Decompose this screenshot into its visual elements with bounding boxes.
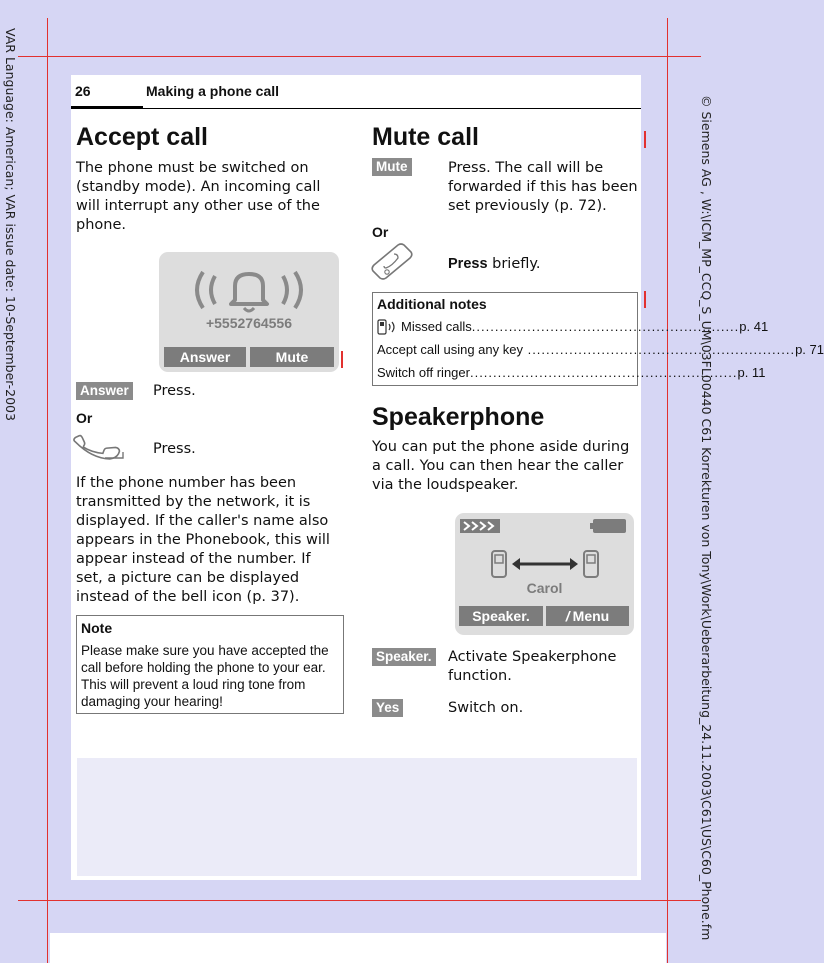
- note-link-missed-calls[interactable]: [377, 319, 769, 335]
- speaker-softkey[interactable]: Speaker.: [459, 606, 543, 626]
- right-margin-label: © Siemens AG , W:\ICM_MP_CCQ_S_UM\03FL00440 C61 Korrekturen von Tony\Work\Ueberarbeitung_24.11.2003\C61\US\C60_Phone.fm: [699, 95, 714, 941]
- or-label: Or: [372, 224, 389, 240]
- dot-leader: ..........................................................: [469, 365, 738, 380]
- speakerphone-screen: [455, 513, 634, 635]
- note-page: p. 71: [795, 342, 824, 357]
- ringing-bell-icon: [189, 262, 309, 318]
- note-text: Please make sure you have accepted the call before holding the phone to your ear. This will prevent a loud ring tone from damaging your hearing!: [81, 643, 329, 709]
- missed-call-icon: [377, 319, 399, 335]
- end-key-step-text: [448, 255, 541, 274]
- incoming-call-screen: [159, 252, 339, 372]
- crop-mark: [18, 900, 701, 901]
- note-page: p. 11: [737, 365, 766, 380]
- mute-key: Mute: [372, 158, 412, 176]
- note-box: [76, 615, 344, 714]
- yes-key: Yes: [372, 699, 403, 717]
- yes-step-text: Switch on.: [448, 700, 524, 716]
- speaker-step-text: Activate Speakerphone function.: [448, 649, 617, 684]
- change-mark: [644, 291, 646, 308]
- mute-step-text: Press. The call will be forwarded if this has been set previously (p. 72).: [448, 160, 638, 214]
- crop-mark: [18, 56, 701, 57]
- call-key-step-text: Press.: [153, 441, 196, 457]
- page-number: 26: [75, 83, 91, 99]
- mute-call-heading: Mute call: [372, 123, 479, 151]
- mute-softkey[interactable]: Mute: [250, 347, 334, 367]
- handset-transfer-icon: [490, 549, 600, 583]
- accept-call-intro: The phone must be switched on (standby mode). An incoming call will interrupt any other use of the phone.: [76, 160, 321, 233]
- note-link-accept-any-key[interactable]: [377, 342, 824, 357]
- note-label: Switch off ringer: [377, 365, 470, 380]
- answer-step-text: Press.: [153, 383, 196, 399]
- menu-key-icon: /: [565, 608, 570, 624]
- menu-softkey-label: Menu: [572, 608, 610, 624]
- margin-right-text: [697, 95, 715, 963]
- note-link-switch-off-ringer[interactable]: [377, 365, 766, 380]
- battery-icon: [590, 519, 626, 533]
- dot-leader: ..........................................................: [522, 342, 796, 357]
- page-bottom-strip: [50, 933, 666, 963]
- speakerphone-intro: You can put the phone aside during a call. You can then hear the caller via the loudspeaker.: [372, 439, 630, 493]
- note-label: Missed calls: [401, 319, 472, 334]
- speaker-key: Speaker.: [372, 648, 436, 666]
- call-key-icon: [75, 428, 129, 464]
- accept-call-heading: Accept call: [76, 123, 209, 151]
- answer-softkey[interactable]: Answer: [164, 347, 246, 367]
- left-margin-label: VAR Language: American; VAR issue date: 10-September-2003: [3, 28, 18, 421]
- answer-key: Answer: [76, 382, 133, 400]
- additional-notes-box: [372, 292, 824, 386]
- menu-softkey[interactable]: [546, 606, 629, 626]
- change-mark: [341, 351, 343, 368]
- press-rest: briefly.: [487, 256, 541, 272]
- end-key-icon: [370, 242, 414, 280]
- header-rule: [71, 108, 641, 109]
- blank-area: [77, 758, 637, 876]
- crop-mark: [47, 18, 48, 963]
- dot-leader: ..........................................................: [471, 319, 740, 334]
- page-header-title: Making a phone call: [146, 83, 280, 99]
- crop-mark: [667, 18, 668, 963]
- press-bold: Press: [448, 256, 488, 272]
- caller-number: +5552764556: [205, 315, 293, 331]
- additional-notes-title: Additional notes: [377, 296, 487, 312]
- caller-name: Carol: [526, 580, 563, 596]
- margin-left-text: [1, 28, 19, 448]
- or-label: Or: [76, 410, 93, 426]
- signal-strength-icon: [460, 519, 500, 533]
- note-label: Accept call using any key: [377, 342, 523, 357]
- change-mark: [644, 131, 646, 148]
- speakerphone-heading: Speakerphone: [372, 403, 545, 431]
- note-title: Note: [81, 620, 113, 636]
- accept-call-body: If the phone number has been transmitted by the network, it is displayed. If the caller's name also appears in the Phonebook, this will appear instead of the number. If set, a picture can be displayed instead of the bell icon (p. 37).: [76, 475, 330, 605]
- note-page: p. 41: [739, 319, 769, 334]
